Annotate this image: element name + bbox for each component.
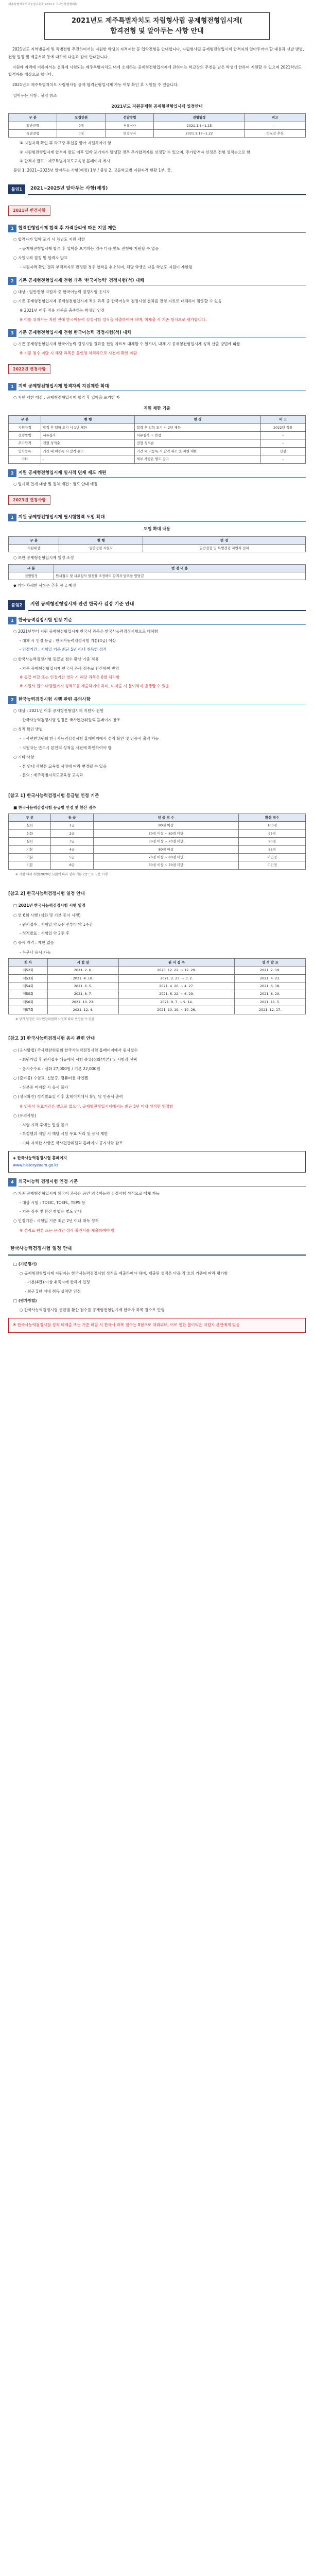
appendix-1-table — [8, 814, 306, 870]
table-cell: 원서접수 및 서류심사 일정을 조정하여 합격자 발표를 앞당김 — [54, 572, 306, 580]
intro-paragraph-3: 2021년도 제주특별자치도 자립형사립 공제 합격전형입시제 가능 여부 확인 후 지원할 수 있습니다. — [12, 82, 179, 88]
appendix-2-table — [8, 958, 306, 1014]
text-line: ○ 기존 공제형전형입시제 공제형전형입시제 적용 과목 중 한국어능력 검정시험 결과를 전형 자료로 대체하여 활용할 수 있음 — [13, 299, 222, 304]
text-line: ◆ 기타 자세한 사항은 추후 공고 예정 — [13, 583, 76, 588]
section-1-tag: 붙임1 — [8, 184, 25, 194]
item-2021-2-header — [8, 277, 306, 285]
table-cell: 제52회 — [9, 967, 48, 974]
table-row — [9, 432, 306, 439]
table-cell: 2021. 4. 23. — [235, 974, 306, 982]
text-line: - 누구나 응시 가능 — [20, 950, 51, 955]
summary-table — [8, 113, 306, 138]
table-cell: 0명 — [57, 129, 106, 137]
item-title: 합격전형입시제 합격 후 자격관리에 따른 지원 제한 — [19, 224, 306, 233]
table-cell: 3급 — [51, 838, 93, 845]
text-line: ○ 기존 공제형전형입시제 외국어 과목은 공인 외국어능력 검정시험 성적으로 대체 가능 — [13, 1191, 160, 1196]
table-cell: - — [260, 432, 306, 439]
text-line: ○ 대상 : 일반전형 지원자 중 한국어능력 검정시험 응시자 — [13, 289, 110, 294]
item-title: 한국능력검정시험 인정 기준 — [19, 616, 306, 625]
table-cell: 면접심사 — [106, 129, 154, 137]
table-cell: 미인정 — [239, 861, 306, 869]
year-2022-table — [8, 415, 306, 463]
table-cell: 2021. 11. 5. — [235, 998, 306, 1006]
document-title — [44, 12, 270, 40]
item-title: 지원 공제형전형입시제 일시적 면제 제도 개편 — [19, 469, 306, 478]
text-line: - 기존 공제형전형입시제 한국사 과목 점수로 환산하여 반영 — [20, 666, 119, 671]
item-number: 1 — [8, 225, 16, 232]
table-cell: 기간 내 미등록 시 합격 취소 — [41, 447, 135, 455]
text-line: - 회원가입 후 원서접수 메뉴에서 시험 종류(심화/기본) 및 시험장 선택 — [20, 1057, 137, 1062]
table-cell: 5급 — [51, 854, 93, 861]
table-row — [9, 982, 306, 990]
table-header-cell: 시 험 일 — [47, 958, 118, 966]
table-cell: 일반전형 — [9, 122, 57, 129]
table-header-cell: 현 행 — [59, 536, 143, 544]
item-number: 1 — [8, 617, 16, 624]
table-cell: 서류심사 — [41, 432, 135, 439]
table-cell: 입학등록 — [9, 447, 41, 455]
text-line: ○ 지원자격 결정 및 합격자 발표 — [13, 256, 68, 261]
table-cell: 1급 — [51, 822, 93, 829]
table-cell: 기타 — [9, 455, 41, 463]
table-cell: 합격 후 입학 포기 시 2년 제한 — [135, 423, 260, 431]
table-row — [9, 1006, 306, 1014]
text-line: - 기준 점수 및 환산 방법은 별도 안내 — [20, 1209, 82, 1214]
table-cell: 2급 — [51, 829, 93, 837]
table-cell: 세부 사항은 별도 공고 — [135, 455, 260, 463]
table-cell: 2022년 적용 — [260, 423, 306, 431]
table-header-cell: 성 적 발 표 — [235, 958, 306, 966]
table-cell: 2021. 6. 18. — [235, 982, 306, 990]
item-title: 한국능력검정시험 시행 관련 유의사항 — [19, 696, 306, 704]
table-cell: 2021. 12. 4. — [47, 1006, 118, 1014]
text-line: - 국사편찬위원회 한국사능력검정시험 홈페이지에서 성적 확인 및 인증서 출력 가능 — [20, 736, 159, 741]
item-number: 2 — [8, 277, 16, 285]
table-cell: 2021. 10. 19. ~ 10. 26. — [118, 1006, 235, 1014]
item-number: 1 — [8, 383, 16, 391]
red-note: ※ 지원서 접수 마감일까지 성적표를 제출하여야 하며, 미제출 시 불이익이 발생할 수 있음 — [20, 684, 169, 689]
appendix-1-note: ※ 시험 체제 개편(2020년 5월)에 따라 심화·기본 2종으로 구분 시행 — [15, 872, 108, 876]
text-line: ○ 한국사능력검정시험 등급별 점수 환산 기준 적용 — [13, 656, 99, 662]
red-note: ※ 성적표 원본 또는 온라인 성적 확인서를 제출하여야 함 — [20, 1228, 115, 1233]
text-line: ○ (응시방법) 국사편찬위원회 한국사능력검정시험 홈페이지에서 원서접수 — [13, 1048, 138, 1053]
text-line: ○ 응시 자격 : 제한 없음 — [13, 940, 54, 945]
appendix-3-item-4-header — [8, 1178, 306, 1187]
text-line: - 본 안내 사항은 교육청 사정에 따라 변경될 수 있음 — [20, 764, 107, 769]
table-cell: 0명 — [57, 122, 106, 129]
appendix-3-title: [참고 3] 한국사능력검정시험 응시 관련 안내 — [8, 1036, 95, 1041]
table-header-cell: 현 행 — [41, 416, 135, 423]
table-cell: 2021.1.8~1.15 — [154, 122, 245, 129]
text-line: - 문의 : 제주특별자치도교육청 교육과 — [20, 773, 83, 778]
red-note: ※ 이를 위해서는 지원 전에 한국어능력 검정시험 성적을 제출하여야 하며, 미제출 시 기존 방식으로 평가합니다. — [20, 317, 207, 322]
intro-paragraph-1: 2021년도 지역별공제 및 특별전형 추진하여서는 지원한 학생의 자격제한 등 입학전형을 안내합니다. 자립형사립 공제형전형입시제 합격자의 알아두어야 할 내용과 선발 방법, 전형 일정 및 제출서류 등에 대하여 다음과 같이 안내합니다. — [8, 47, 304, 59]
text-line: □ (기준평가) — [13, 1261, 37, 1266]
table-cell: 학교장 추천 — [245, 129, 306, 137]
text-line: - 응시수수료 : 심화 27,000원 / 기본 22,000원 — [20, 1066, 100, 1071]
summary-table-header-row — [9, 114, 306, 122]
year-2023-table — [8, 536, 306, 553]
table-row — [9, 447, 306, 455]
table-row — [9, 838, 306, 845]
table-cell: 서류심사 — [106, 122, 154, 129]
text-line: - 한국사능력검정시험 일정은 국사편찬위원회 홈페이지 참조 — [20, 717, 120, 722]
table-header-cell: 인 증 점 수 — [93, 814, 239, 822]
table-cell: - — [41, 455, 135, 463]
item-title: 기준 공제형전형입시제 전형 한국어능력 검정시험(석) 대체 — [19, 329, 306, 337]
text-line: - 대상 시험 : TOEIC, TOEFL, TEPS 등 — [20, 1200, 85, 1205]
table-row — [9, 854, 306, 861]
red-note: ※ 기준 점수 미달 시 해당 과목은 불인정 처리하므로 사전에 확인 바람 — [20, 351, 137, 356]
section-1-title: 2021~2025년 알아두는 사항(예정) — [28, 183, 306, 195]
item-title: 기존 공제형전형입시제 전형 과목 '한국어능력' 검정시험(석) 대체 — [19, 277, 306, 285]
text-line: - 지원자격 확인 결과 부적격자로 판정된 경우 합격을 취소하며, 해당 학생은 다음 학년도 지원이 제한됨 — [20, 265, 193, 270]
table-cell: 6급 — [51, 861, 93, 869]
table-cell: 2021. 6. 22. ~ 6. 29. — [118, 990, 235, 998]
table-cell: 2021. 9. 7. ~ 9. 14. — [118, 998, 235, 1006]
table-header-cell: 등 급 — [51, 814, 93, 822]
homepage-box — [8, 1151, 306, 1173]
table-caption: 도입 확대 내용 — [144, 527, 170, 532]
section-2-header — [8, 599, 306, 611]
table-caption: 지원 제한 기준 — [144, 406, 170, 411]
text-line: ○ 연 6회 시행 (심화 및 기본 동시 시행) — [13, 912, 81, 918]
text-line: - 기타 자세한 사항은 국사편찬위원회 홈페이지 공지사항 참조 — [20, 1140, 123, 1145]
text-line: ○ (유의사항) — [13, 1113, 36, 1118]
text-line: ○ (준비물) 수험표, 신분증, 컴퓨터용 사인펜 — [13, 1075, 89, 1080]
table-row — [9, 998, 306, 1006]
year-2021-label: 2021년 변경사항 — [8, 206, 50, 215]
appendix-1-title: [참고 1] 한국사능력검정시험 등급별 인정 기준 — [8, 793, 99, 799]
appendix-note: 붙임 1. 2021~2025년 알아두는 사항(예정) 1부 / 붙임 2. 고등학교별 지원자격 현황 1부. 끝. — [13, 168, 172, 173]
table-header-row — [9, 416, 306, 423]
table-header-cell: 선발방법 — [106, 114, 154, 122]
table-header-cell: 구 분 — [9, 114, 57, 122]
table-cell: 70점 이상 ~ 80점 미만 — [93, 829, 239, 837]
text-line: ○ (성적확인) 성적발표일 이후 홈페이지에서 확인 및 인증서 출력 — [13, 1094, 123, 1099]
table-header-cell: 변 경 — [143, 536, 305, 544]
summary-note-1: ① 지원자격 확인 후 학교장 추천을 받아 지원하여야 함 — [20, 141, 111, 146]
item-title: 지역 공제형전형입시제 합격자의 지원제한 확대 — [19, 382, 306, 391]
table-cell: 2021. 8. 20. — [235, 990, 306, 998]
table-cell: 전형 성적순 — [41, 439, 135, 447]
table-header-cell: 구 분 — [9, 536, 59, 544]
table-cell: 60점 이상 ~ 70점 미만 — [93, 861, 239, 869]
table-header-cell: 구 분 — [9, 416, 41, 423]
table-cell: 2021. 4. 20. ~ 4. 27. — [118, 982, 235, 990]
table-cell: 일반전형 및 특별전형 지원자 전체 — [143, 544, 305, 552]
table-row — [9, 967, 306, 974]
item-number: 1 — [8, 514, 16, 521]
text-line: ○ 기존 공제형전형입시제 한국어능력 검정시험 결과를 전형 자료로 대체할 수 있으며, 대체 시 공제형전형입시제 성적 산출 방법에 따름 — [13, 342, 240, 346]
table-cell: - — [245, 122, 306, 129]
text-line: ○ 일시적 면제 대상 및 절차 개편 : 별도 안내 예정 — [13, 481, 98, 486]
table-cell: 2021. 10. 23. — [47, 998, 118, 1006]
table-cell: 지원자격 — [9, 423, 41, 431]
text-line: - 지원자는 반드시 본인의 성적을 사전에 확인하여야 함 — [20, 745, 112, 750]
table-cell: 전형일정 — [9, 572, 54, 580]
table-cell: 기간 내 미등록 시 합격 취소 및 지원 제한 — [135, 447, 260, 455]
text-line: ○ 2021년부터 지원 공제형전형입시제 한국사 과목은 한국사능력검정시험으로 대체함 — [13, 629, 159, 634]
final-section-header — [8, 1244, 306, 1256]
intro-paragraph-4: 알아두는 사항 : 붙임 참조 — [13, 93, 57, 98]
table-cell: 2021.1.18~1.22 — [154, 129, 245, 137]
table-header-row — [9, 536, 306, 544]
table-cell: 기본 — [9, 861, 51, 869]
table-header-cell: 구 분 — [9, 814, 51, 822]
table-cell: 미인정 — [239, 854, 306, 861]
table-cell: 2020. 12. 22. ~ 12. 29. — [118, 967, 235, 974]
homepage-link[interactable]: www.historyexam.go.kr — [13, 1163, 59, 1168]
table-cell: 제54회 — [9, 982, 48, 990]
table-header-row — [9, 564, 306, 572]
item-number: 2 — [8, 469, 16, 477]
text-line: - 원서접수 : 시험일 약 6주 전부터 약 1주간 — [20, 922, 93, 927]
table-cell: 전형방법 — [9, 432, 41, 439]
table-cell: 100점 — [239, 822, 306, 829]
text-line: - 기본(4급) 이상 취득자에 한하여 인정 — [25, 1280, 90, 1285]
text-line: - 시험 시작 후에는 입실 불가 — [20, 1123, 68, 1128]
text-line: - 부정행위 적발 시 해당 시험 무효 처리 및 응시 제한 — [20, 1131, 108, 1137]
appendix-2-title: [참고 2] 한국사능력검정시험 일정 안내 — [8, 891, 85, 897]
table-row — [9, 439, 306, 447]
table-row — [9, 845, 306, 853]
table-row — [9, 572, 306, 580]
text-line: ○ 한국사능력검정시험 등급별 환산 점수를 공제형전형입시제 한국사 과목 점수로 반영 — [20, 1308, 165, 1313]
blue-note: - 인정기간 : 시험일 기준 최근 5년 이내 취득한 성적 — [20, 647, 107, 652]
table-header-cell: 변 경 내 용 — [54, 564, 306, 572]
table-cell: 제55회 — [9, 990, 48, 998]
table-cell: 2021. 12. 17. — [235, 1006, 306, 1014]
table-cell: 신설 — [260, 447, 306, 455]
text-line: ※ 2021년 이후 적용 기준을 충족하는 학생만 인정 — [20, 308, 105, 313]
table-header-cell: 구 분 — [9, 564, 54, 572]
table-cell: 2021. 2. 19. — [235, 967, 306, 974]
intro-paragraph-2: 지원에 자격에 이하여서는 결과에 시험되는 제주특별자치도 내에 소재하는 공제형전형입시제에 관하여는 학교장의 추천을 받은 학생에 한하여 지원할 수 있으며 2021학년도 합격자를 대상으로 합니다. — [8, 64, 302, 77]
table-header-row — [9, 814, 306, 822]
table-row — [9, 122, 306, 129]
table-row — [9, 829, 306, 837]
table-cell: 심화 — [9, 838, 51, 845]
table-cell: 2021. 2. 23. ~ 3. 2. — [118, 974, 235, 982]
table-cell: 지원대상 — [9, 544, 59, 552]
text-line: - 신분증 미지참 시 응시 불가 — [20, 1085, 68, 1090]
table-cell: - — [260, 455, 306, 463]
text-line: ○ 인정기간 : 시험일 기준 최근 2년 이내 취득 성적 — [13, 1218, 99, 1224]
table-cell: 95점 — [239, 829, 306, 837]
item-2023-1-header — [8, 513, 306, 522]
red-note: ※ 인증서 유효기간은 별도로 없으나, 공제형전형입시제에서는 최근 5년 이내 성적만 인정함 — [20, 1104, 173, 1109]
table-header-cell: 전형일정 — [154, 114, 245, 122]
text-line: ○ 합격자가 입학 포기 시 차년도 지원 제한 — [13, 236, 85, 242]
final-section-title: 한국사능력검정시험 일정 안내 — [8, 1244, 306, 1256]
table-cell: 전형 성적순 — [135, 439, 260, 447]
text-line: ○ 기타 사항 — [13, 754, 34, 759]
item-number: 4 — [8, 1178, 16, 1186]
text-line: ○ 지원 제한 대상 : 공제형전형입시제 합격 후 입학을 포기한 자 — [13, 395, 120, 400]
table-cell: 심화 — [9, 822, 51, 829]
table-cell: 제57회 — [9, 1006, 48, 1014]
text-line: - 성적발표 : 시험일 약 2주 후 — [20, 931, 69, 936]
section-2-tag: 붙임2 — [8, 600, 25, 610]
table-cell: 기본 — [9, 845, 51, 853]
kh-item-2-header — [8, 696, 306, 704]
table-row — [9, 129, 306, 137]
text-line: ○ 공제형전형입시제 지원자는 한국사능력검정시험 성적을 제출하여야 하며, 제출된 성적은 다음 각 호의 기준에 따라 평가함 — [20, 1271, 228, 1276]
summary-table-caption: 2021년도 지원공제형 공제형전형입시제 일정안내 — [111, 104, 203, 109]
section-1-header — [8, 183, 306, 195]
red-note: ※ 등급 미달 또는 인정기간 경과 시 해당 과목은 0점 처리함 — [20, 675, 120, 680]
table-cell: 90점 — [239, 838, 306, 845]
section-2-title: 지원 공제형전형입시제 관련 한국사 검정 기준 안내 — [28, 599, 306, 611]
year-2022-label: 2022년 변경사항 — [8, 364, 50, 374]
table-cell: 추가합격 — [9, 439, 41, 447]
summary-note-3: ③ 합격자 발표 : 제주특별자치도교육청 홈페이지 게시 — [20, 158, 110, 163]
table-header-cell: 모집인원 — [57, 114, 106, 122]
table-header-cell: 변 경 — [135, 416, 260, 423]
table-row — [9, 423, 306, 431]
appendix-1-subtitle: ■ 한국사능력검정시험 등급별 인정 및 환산 점수 — [13, 805, 96, 810]
table-header-row — [9, 958, 306, 966]
table-cell: 70점 이상 ~ 80점 미만 — [93, 854, 239, 861]
table-cell: 4급 — [51, 845, 93, 853]
homepage-box-title: ◈ 한국사능력검정시험 홈페이지 — [13, 1155, 67, 1160]
table-cell: 60점 이상 ~ 70점 미만 — [93, 838, 239, 845]
table-header-cell: 환산 점수 — [239, 814, 306, 822]
table-cell: 2021. 2. 6. — [47, 967, 118, 974]
item-title: 외국어능력 검정시험 인정 기준 — [19, 1178, 306, 1187]
item-2022-2-header — [8, 469, 306, 478]
table-cell: 심화 — [9, 829, 51, 837]
text-line: ○ 성적 확인 방법 — [13, 727, 43, 732]
appendix-2-subtitle: □ 2021년 한국사능력검정시험 시행 일정 — [13, 903, 85, 908]
table-cell: 일반전형 지원자 — [59, 544, 143, 552]
table-row — [9, 990, 306, 998]
table-cell: 기본 — [9, 854, 51, 861]
table-cell: 85점 — [239, 845, 306, 853]
table-header-cell: 비고 — [245, 114, 306, 122]
table-header-cell: 회 차 — [9, 958, 48, 966]
table-cell: 제53회 — [9, 974, 48, 982]
year-2023-table-2 — [8, 564, 306, 581]
summary-note-2: ② 지원형전형입시제 합격자 발표 이후 입학 포기자가 발생할 경우 추가합격자를 선정할 수 있으며, 추가합격자 선정은 전형 성적순으로 함 — [20, 149, 251, 155]
item-2021-3-header — [8, 329, 306, 337]
table-header-cell: 비 고 — [260, 416, 306, 423]
table-cell: 서류심사 + 면접 — [135, 432, 260, 439]
table-cell: 2021. 4. 10. — [47, 974, 118, 982]
table-cell: 특별전형 — [9, 129, 57, 137]
table-cell: 2021. 8. 7. — [47, 990, 118, 998]
text-line: ○ 대상 : 2021년 이후 공제형전형입시제 지원자 전원 — [13, 708, 104, 713]
table-cell: 제56회 — [9, 998, 48, 1006]
item-2022-1-header — [8, 382, 306, 391]
item-number: 2 — [8, 696, 16, 704]
table-row — [9, 861, 306, 869]
table-row — [9, 455, 306, 463]
kh-item-1-header — [8, 616, 306, 625]
table-row — [9, 544, 306, 552]
table-cell: 2021. 6. 5. — [47, 982, 118, 990]
appendix-2-note: ※ 상기 일정은 국사편찬위원회 사정에 따라 변경될 수 있음 — [15, 1017, 95, 1021]
text-line: □ (평가방법) — [13, 1298, 37, 1303]
text-line: - 최근 5년 이내 취득 성적만 인정 — [25, 1289, 81, 1294]
table-row — [9, 822, 306, 829]
final-red-notice: ※ 한국사능력검정시험 성적 미제출 또는 기준 미달 시 한국사 과목 점수는 0점으로 처리되며, 이로 인한 불이익은 지원자 본인에게 있음 — [8, 1318, 306, 1332]
table-header-cell: 원 서 접 수 — [118, 958, 235, 966]
title-line-2: 합격전형 및 알아두는 사항 안내 — [110, 27, 204, 35]
text-line: - 공제형전형입시제 합격 후 입학을 포기하는 경우 다음 연도 전형에 지원할 수 없음 — [20, 246, 159, 251]
table-row — [9, 974, 306, 982]
item-number: 3 — [8, 329, 16, 337]
text-line: ○ 보안 공제형전형입시제 일정 조정 — [13, 555, 74, 561]
table-cell: - — [260, 439, 306, 447]
title-line-1: 2021년도 제주특별자치도 자립형사립 공제형전형입시제( — [72, 17, 242, 25]
item-2021-1-header — [8, 224, 306, 233]
item-title: 지원 공제형전형입시제 필시험합격 도입 확대 — [19, 513, 306, 522]
table-cell: 합격 후 입학 포기 시 1년 제한 — [41, 423, 135, 431]
table-cell: 80점 이상 — [93, 845, 239, 853]
header-note: 제주특별자치도교육청교육과 2021.1 고교입학전형계획 — [8, 3, 78, 6]
text-line: - 대체 시 인정 등급 : 한국사능력검정시험 기본(4급) 이상 — [20, 638, 116, 643]
year-2023-label: 2023년 변경사항 — [8, 495, 50, 505]
table-cell: 80점 이상 — [93, 822, 239, 829]
